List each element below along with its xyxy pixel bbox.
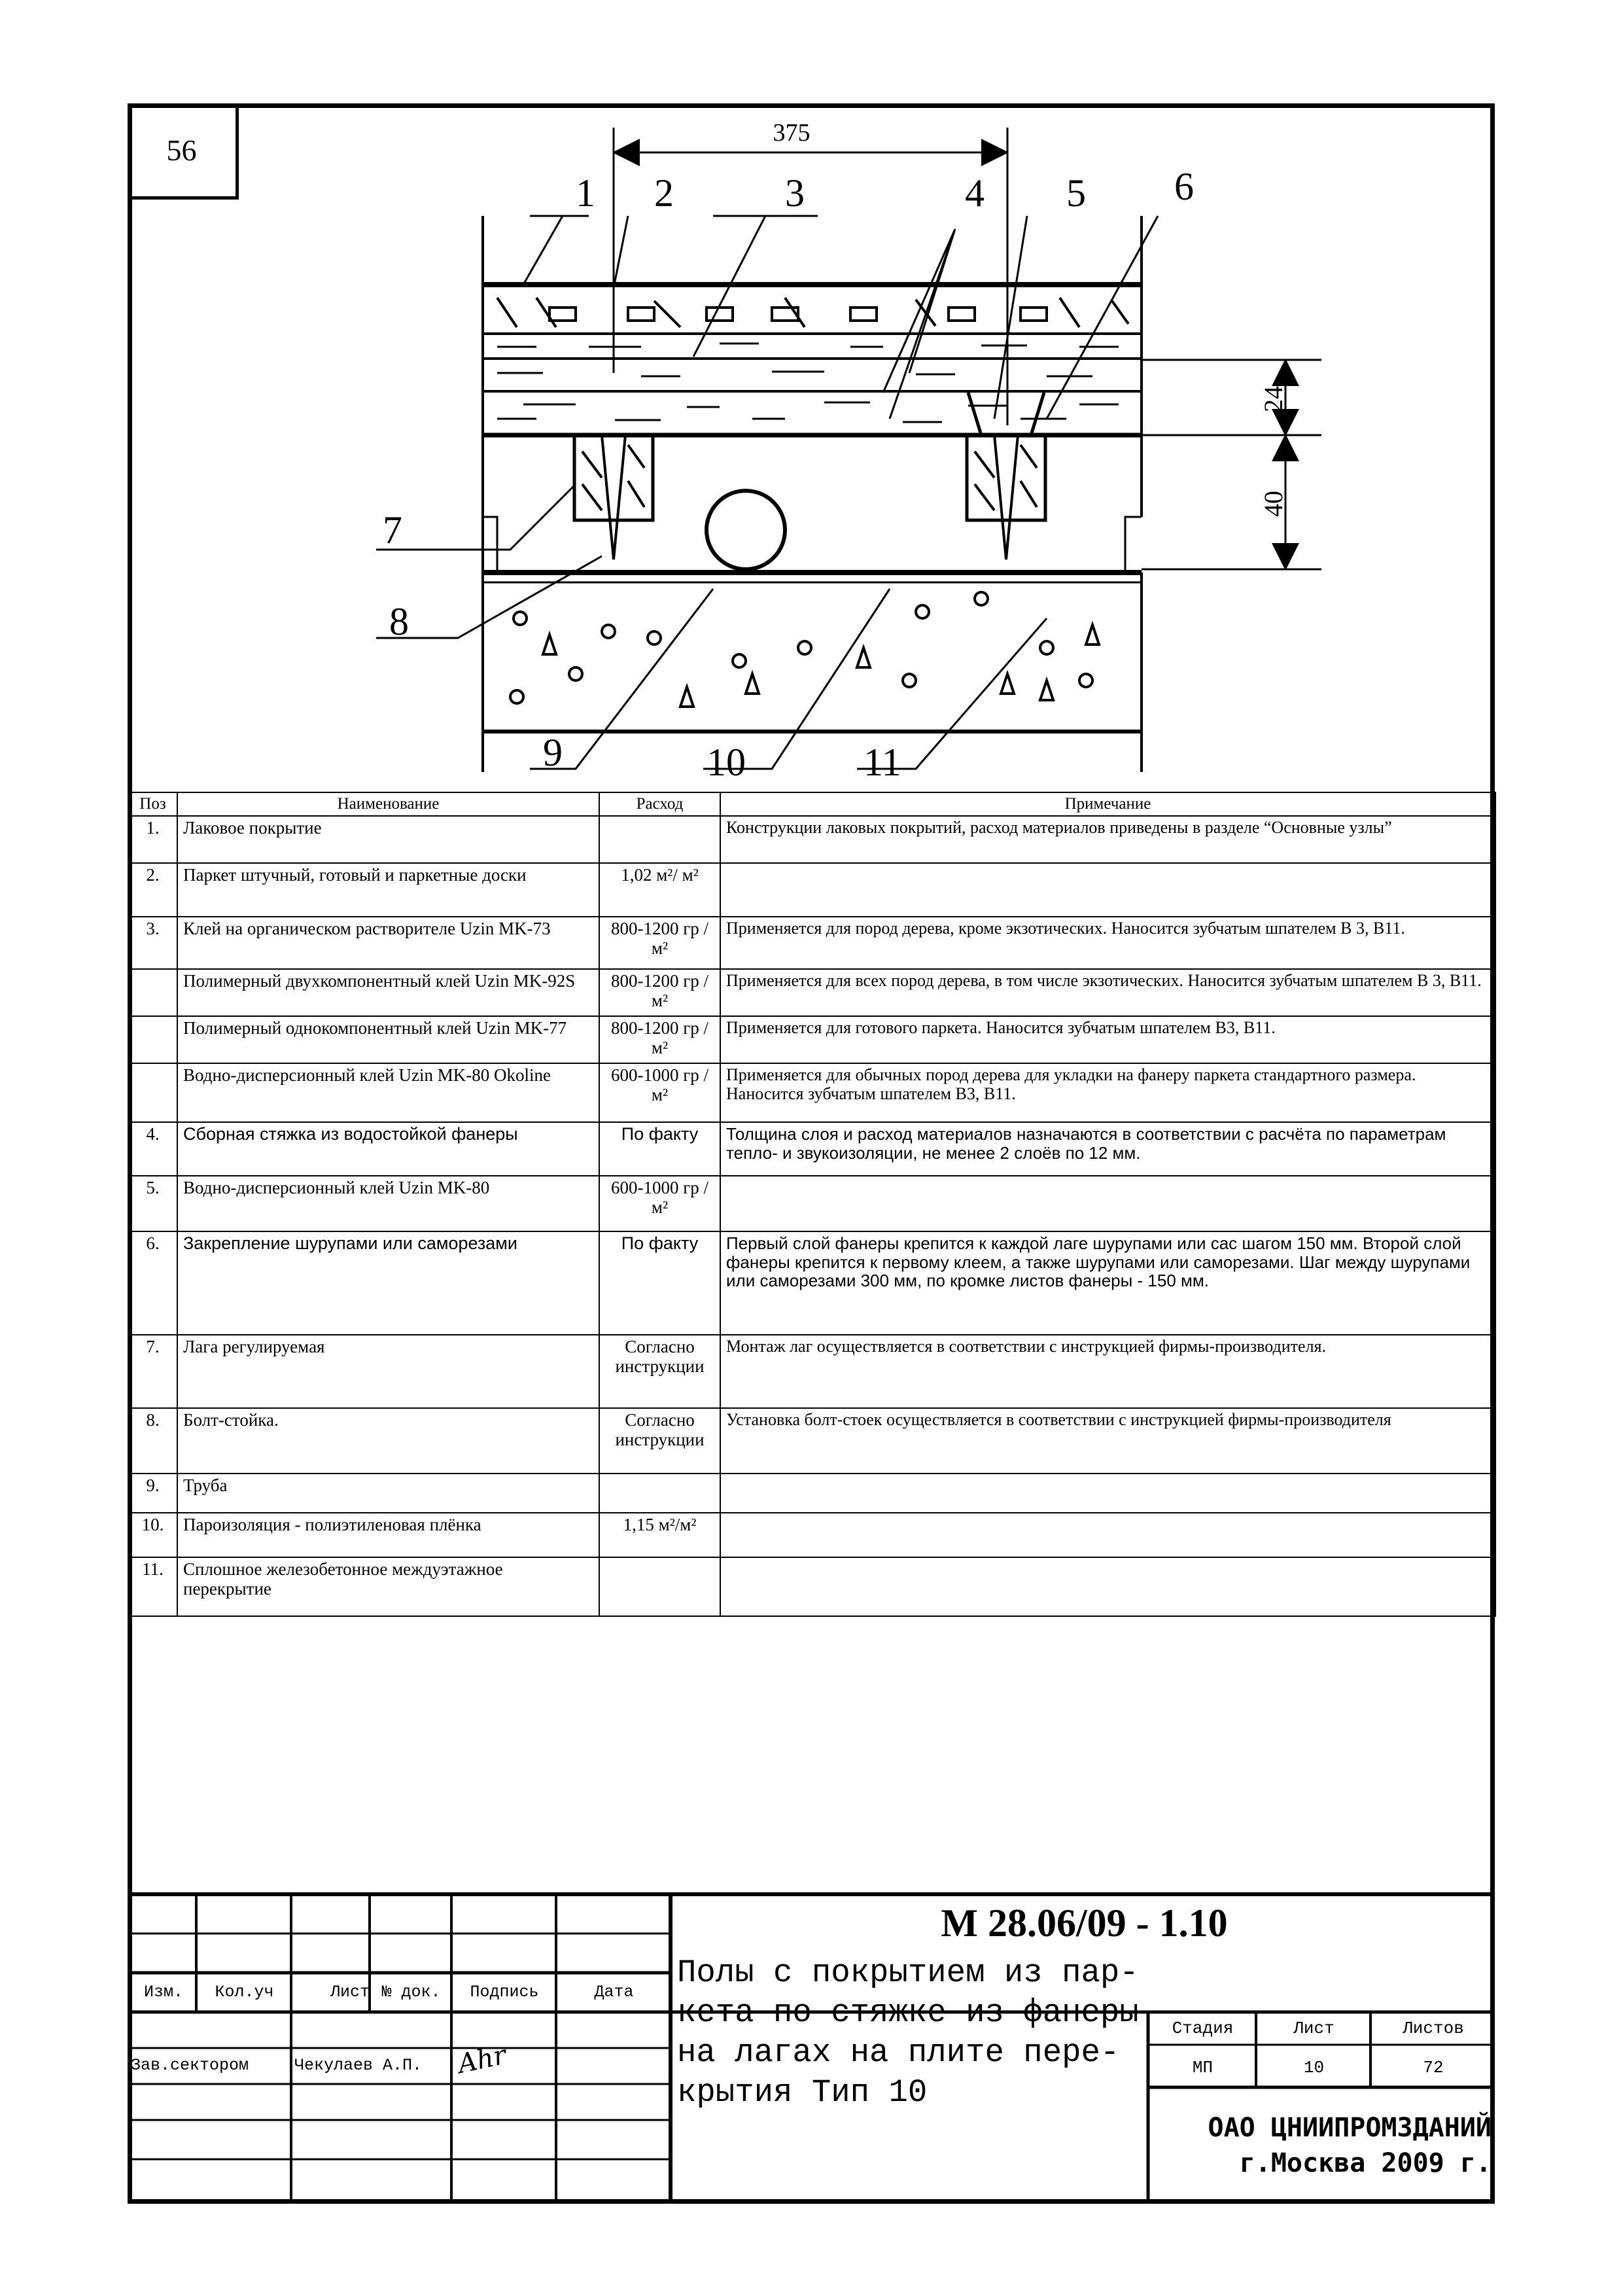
stage-value: МП <box>1192 2058 1213 2077</box>
header-name: Наименование <box>177 792 599 816</box>
table-row: 5. Водно-дисперсионный клей Uzin MK-80 600-1000 гр / м² <box>128 1176 1495 1231</box>
dimension-joist: 40 <box>1259 491 1288 517</box>
col-podpis: Подпись <box>470 1983 539 2002</box>
table-row: 4. Сборная стяжка из водостойкой фанеры По факту Толщина слоя и расход материалов назначаются в соответствии с расчёта по параметрам тепло- и звукоизоляции, не менее 2 слоёв по 12 мм. <box>128 1122 1495 1176</box>
table-row: 1. Лаковое покрытие Конструкции лаковых покрытий, расход материалов приведены в разделе “Основные узлы” <box>128 816 1495 863</box>
sheet-value: 10 <box>1303 2058 1325 2077</box>
table-row: 11. Сплошное железобетонное междуэтажное перекрытие <box>128 1557 1495 1616</box>
header-rate: Расход <box>599 792 720 816</box>
col-izm: Изм. <box>143 1983 183 2002</box>
document-code: М 28.06/09 - 1.10 <box>941 1901 1228 1945</box>
col-kolych: Кол.уч <box>215 1983 274 2002</box>
table-row: Водно-дисперсионный клей Uzin MK-80 Okoline 600-1000 гр / м² Применяется для обычных пород дерева для укладки на фанеру паркета стандартного размера. Наносится зубчатым шпателем В3, В11. <box>128 1063 1495 1122</box>
header-pos: Поз <box>128 792 177 816</box>
callout-7: 7 <box>383 508 402 552</box>
col-data: Дата <box>594 1983 634 2002</box>
table-row: 7. Лага регулируемая Согласно инструкции Монтаж лаг осуществляется в соответствии с инструкцией фирмы-производителя. <box>128 1335 1495 1408</box>
callout-4: 4 <box>965 171 985 215</box>
person-name: Чекулаев А.П. <box>294 2056 423 2075</box>
sheets-value: 72 <box>1423 2058 1444 2077</box>
table-row: 3. Клей на органическом растворителе Uzin MK-73 800-1200 гр / м² Применяется для пород дерева, кроме экзотических. Наносится зубчатым шпателем В 3, В11. <box>128 917 1495 969</box>
sheet-title-line: на лагах на плите пере- <box>677 2034 1120 2071</box>
callout-1: 1 <box>576 171 595 215</box>
callout-2: 2 <box>654 171 674 215</box>
sheet-title <box>677 1953 1148 2113</box>
dimension-layer: 24 <box>1259 386 1288 412</box>
organization-name: ОАО ЦНИИПРОМЗДАНИЙ <box>1208 2113 1492 2143</box>
callout-10: 10 <box>707 741 746 784</box>
header-note: Примечание <box>720 792 1495 816</box>
col-list: Лист <box>330 1983 370 2002</box>
specification-table <box>128 792 1496 1617</box>
callout-11: 11 <box>864 741 901 784</box>
signature: Ahr <box>455 2040 509 2080</box>
sheet-title-line: крытия Тип 10 <box>677 2074 928 2111</box>
callout-8: 8 <box>389 600 409 643</box>
callout-6: 6 <box>1174 165 1194 208</box>
table-row: Полимерный двухкомпонентный клей Uzin MK-92S 800-1200 гр / м² Применяется для всех пород дерева, в том числе экзотических. Наносится зубчатым шпателем В 3, В11. <box>128 969 1495 1016</box>
sheet-title-line: Полы с покрытием из пар- <box>677 1954 1139 1991</box>
sheet-number: 56 <box>128 103 239 200</box>
stage-label: Стадия <box>1172 2019 1234 2038</box>
floor-section-drawing <box>0 0 1623 795</box>
sheet-label: Лист <box>1293 2019 1335 2038</box>
callout-3: 3 <box>785 171 805 215</box>
table-row: 6. Закрепление шурупами или саморезами По факту Первый слой фанеры крепится к каждой лаге шурупами или сас шагом 150 мм. Второй слой фанеры крепится к первому клеем, а также шурупами или саморезами. Шаг между шурупами или саморезами 300 мм, по кромке листов фанеры - 150 мм. <box>128 1231 1495 1335</box>
callout-5: 5 <box>1066 171 1086 215</box>
organization-city-year: г.Москва 2009 г. <box>1239 2148 1492 2178</box>
callout-9: 9 <box>543 731 563 774</box>
sheet-title-line: кета по стяжке из фанеры <box>677 1994 1139 2031</box>
table-row: 9. Труба <box>128 1474 1495 1513</box>
table-row: Полимерный однокомпонентный клей Uzin MK-77 800-1200 гр / м² Применяется для готового паркета. Наносится зубчатым шпателем В3, В11. <box>128 1016 1495 1063</box>
table-row: 8. Болт-стойка. Согласно инструкции Установка болт-стоек осуществляется в соответствии с инструкцией фирмы-производителя <box>128 1408 1495 1474</box>
sheets-label: Листов <box>1403 2019 1464 2038</box>
table-row: 10. Пароизоляция - полиэтиленовая плёнка 1,15 м²/м² <box>128 1513 1495 1557</box>
dimension-width: 375 <box>773 119 811 147</box>
role-label: Зав.сектором <box>131 2056 249 2075</box>
table-row: 2. Паркет штучный, готовый и паркетные доски 1,02 м²/ м² <box>128 863 1495 917</box>
organization <box>1151 2110 1492 2181</box>
col-ndok: № док. <box>381 1983 441 2002</box>
